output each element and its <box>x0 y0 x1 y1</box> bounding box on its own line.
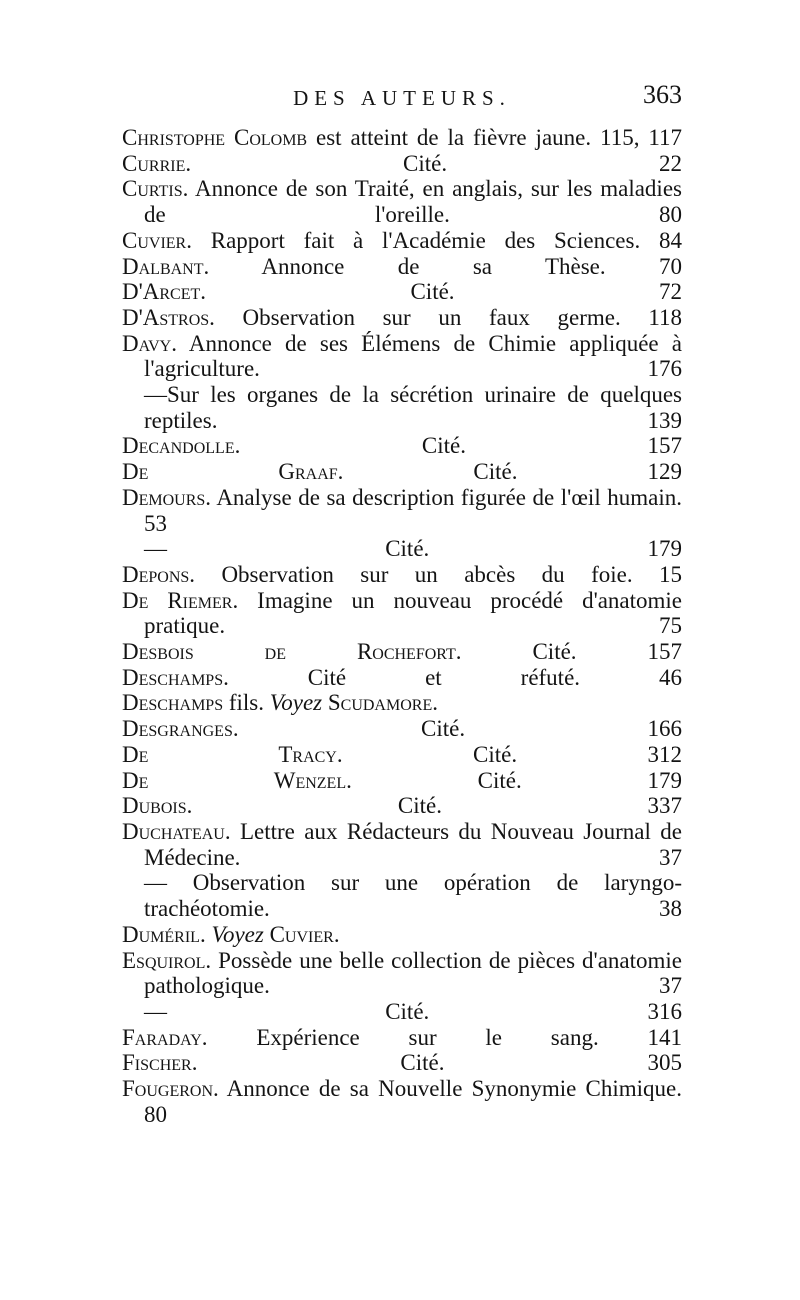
index-entry <box>122 459 682 485</box>
author-name: Desbois de Rochefort <box>122 639 456 665</box>
author-name: Fischer <box>122 1050 192 1076</box>
index-entry <box>122 922 682 948</box>
entry-text: . Cité. <box>186 793 442 819</box>
index-entry <box>122 176 682 227</box>
page-reference: 179 <box>647 536 682 562</box>
index-entry <box>122 1050 682 1076</box>
author-name: Desgranges <box>122 716 233 742</box>
page-reference: 72 <box>659 279 682 305</box>
entry-text: est atteint de la fièvre jaune. <box>307 125 592 150</box>
index-entry <box>122 999 682 1025</box>
index-entry <box>122 716 682 742</box>
index-entry <box>122 382 682 433</box>
author-name: Faraday <box>122 1024 202 1050</box>
page-header <box>122 80 682 126</box>
page-reference: 70 <box>659 253 682 279</box>
author-name: Davy <box>122 330 172 356</box>
page-reference: 80 <box>659 202 682 228</box>
index-entry <box>122 870 682 921</box>
index-entry <box>122 331 682 382</box>
page-reference: 179 <box>647 767 682 793</box>
index-entry <box>122 665 682 691</box>
index-entry <box>122 254 682 280</box>
page-reference: 139 <box>647 407 682 433</box>
entry-text: . Expérience sur le sang. <box>201 1024 599 1050</box>
entry-text: . Possède une belle collection de pièces d'anatomie pathologique. <box>144 947 682 999</box>
page-reference: 38 <box>659 896 682 922</box>
author-index-list <box>122 125 682 1127</box>
author-name: De Riemer <box>122 587 233 613</box>
author-name: Duméril <box>122 921 200 947</box>
index-entry <box>122 305 682 331</box>
author-name: Dubois <box>122 793 187 819</box>
page-reference: 305 <box>647 1050 682 1076</box>
entry-text: . Cité. <box>234 433 466 459</box>
author-name: Decandolle <box>122 433 235 459</box>
entry-text: . Cité. <box>455 639 577 665</box>
page-reference: 37 <box>659 973 682 999</box>
entry-text: fils. <box>223 690 264 716</box>
page-reference: 316 <box>647 998 682 1024</box>
entry-text: . Cité. <box>200 279 455 305</box>
cross-reference: Scudamore <box>327 690 433 716</box>
entry-text: . Cité. <box>336 741 518 767</box>
page-reference: 22 <box>659 150 682 176</box>
entry-text: . Cité. <box>337 459 518 485</box>
index-entry <box>122 433 682 459</box>
author-name: Cuvier <box>122 227 187 253</box>
entry-text: — Cité. <box>144 536 430 562</box>
author-name: Fougeron <box>122 1076 214 1102</box>
index-entry <box>122 819 682 870</box>
index-entry <box>122 742 682 768</box>
entry-text: . Rapport fait à l'Académie des Sciences. <box>186 227 641 253</box>
entry-text: . Cité. <box>191 1050 445 1076</box>
cross-reference-end: . <box>333 921 340 947</box>
entry-text: . Cité. <box>185 150 448 176</box>
index-entry <box>122 125 682 151</box>
entry-text: . Cité et réfuté. <box>223 664 581 690</box>
author-name: D'Arcet <box>122 279 201 305</box>
page-reference: 15 <box>659 561 682 587</box>
index-entry <box>122 151 682 177</box>
author-name: Currie <box>122 150 186 176</box>
page-reference: 166 <box>647 716 682 742</box>
cross-reference-end: . <box>432 690 438 716</box>
index-entry <box>122 1076 682 1127</box>
index-entry <box>122 485 682 536</box>
index-entry <box>122 536 682 562</box>
page-reference: 46 <box>659 664 682 690</box>
author-name: Demours <box>122 484 206 510</box>
index-entry <box>122 279 682 305</box>
page-reference: 75 <box>659 613 682 639</box>
entry-text: . Imagine un nouveau procédé d'anatomie pratique. <box>144 587 683 639</box>
entry-text: . Cité. <box>232 716 466 742</box>
page-reference: 80 <box>144 1101 167 1127</box>
index-entry <box>122 588 682 639</box>
index-entry <box>122 228 682 254</box>
entry-text: . Annonce de sa Thèse. <box>203 253 606 279</box>
entry-text: — Observation sur une opération de laryngo-trachéotomie. <box>144 870 682 922</box>
page-reference: 115, 117 <box>600 125 683 150</box>
entry-text: . Analyse de sa description figurée de l'œil humain. <box>205 484 682 510</box>
index-entry <box>122 768 682 794</box>
index-entry <box>122 1025 682 1051</box>
index-entry <box>122 948 682 999</box>
author-name: De Wenzel <box>122 767 347 793</box>
entry-text: . Annonce de ses Élémens de Chimie appliquée à l'agriculture. <box>144 330 682 382</box>
page-reference: 337 <box>647 793 682 819</box>
page-reference: 84 <box>659 227 683 253</box>
entry-text: . Observation sur un faux germe. <box>209 304 621 330</box>
entry-text: . Lettre aux Rédacteurs du Nouveau Journal de Médecine. <box>144 818 682 870</box>
page-reference: 157 <box>647 433 682 459</box>
page-reference: 312 <box>647 741 682 767</box>
author-name: D'Astros <box>122 304 210 330</box>
index-entry <box>122 562 682 588</box>
author-name: De Tracy <box>122 741 337 767</box>
author-name: Duchateau <box>122 818 225 844</box>
author-name: De Graaf <box>122 459 338 485</box>
author-name: Deschamps <box>122 690 224 716</box>
page-reference: 141 <box>647 1024 682 1050</box>
page-reference: 37 <box>659 844 682 870</box>
entry-text: . Annonce de sa Nouvelle Synonymie Chimique. <box>213 1076 682 1102</box>
author-name: Deschamps <box>122 664 224 690</box>
entry-text: . Cité. <box>346 767 522 793</box>
author-name: Esquirol <box>122 947 206 973</box>
page-reference: 157 <box>647 639 682 665</box>
entry-text: . Annonce de son Traité, en anglais, sur les maladies de l'oreille. <box>144 176 682 228</box>
entry-text: —Sur les organes de la sécrétion urinaire de quelques reptiles. <box>144 382 682 433</box>
author-name: Curtis <box>122 176 183 202</box>
entry-text: . Observation sur un abcès du foie. <box>189 561 633 587</box>
index-entry <box>122 639 682 665</box>
see-also-label: Voyez <box>269 690 323 716</box>
page-reference: 129 <box>647 459 682 485</box>
entry-text: . <box>199 921 212 947</box>
index-entry <box>122 793 682 819</box>
index-entry <box>122 690 682 716</box>
page-reference: 53 <box>144 510 167 536</box>
author-name: Dalbant <box>122 253 204 279</box>
see-also-label: Voyez <box>211 921 264 947</box>
page-reference: 176 <box>647 356 682 382</box>
entry-text: — Cité. <box>144 998 430 1024</box>
page-reference: 118 <box>648 304 682 330</box>
author-name: Depons <box>122 561 190 587</box>
cross-reference: Cuvier <box>269 921 334 947</box>
page-number: 363 <box>643 80 682 109</box>
author-name: Christophe Colomb <box>122 125 308 150</box>
running-title: DES AUTEURS. <box>293 86 511 110</box>
